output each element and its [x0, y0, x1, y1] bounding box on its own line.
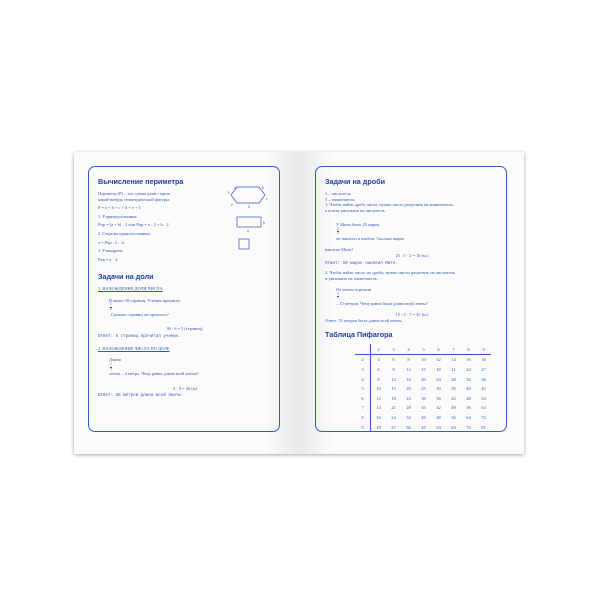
table-cell: 48: [436, 414, 441, 420]
rectangle-perimeter-formula: Pпр = (a + b) · 2 или Pпр = a · 2 + b · 2.: [98, 222, 170, 228]
table-cell: 16: [376, 414, 381, 420]
table-cell: 16: [406, 376, 411, 382]
rectangle-perimeter-heading: 1. P прямоугольника:: [98, 213, 138, 219]
fraction-answer-1: Ответ: 10 марок наклеил Митя.: [325, 261, 398, 266]
table-cell: 4: [401, 344, 416, 354]
table-cell: 32: [406, 414, 411, 420]
table-cell: 54: [481, 395, 486, 401]
perimeter-title: Вычисление периметра: [98, 177, 184, 186]
table-cell: 45: [481, 386, 486, 392]
table-cell: 81: [481, 424, 486, 430]
square-figure: [239, 239, 249, 249]
fraction-problem-1-denominator: 5: [336, 231, 339, 236]
share-problem-1-text-a: В книге 30 страниц. Ученик прочитал: [108, 297, 180, 303]
fraction-problem-2-numerator: 3: [336, 291, 339, 296]
table-cell: 72: [466, 424, 471, 430]
figure-label-c: c: [266, 196, 268, 201]
table-cell: 40: [466, 386, 471, 392]
perimeter-definition-line-1: Периметр (P) – это сумма длин сторон: [98, 191, 171, 196]
fraction-problem-1-text-c: наклеил Митя?: [325, 247, 354, 253]
fraction-problem-1-text-b: он наклеил в альбом. Сколько марок: [335, 236, 405, 242]
table-cell: 15: [421, 366, 426, 372]
hexagon-figure: [231, 187, 265, 203]
table-cell: 6: [392, 357, 395, 363]
pythagoras-table: [355, 344, 491, 431]
table-cell: 7: [446, 344, 461, 354]
table-cell: 9: [476, 344, 491, 354]
table-cell: 30: [421, 395, 426, 401]
perimeter-formula: P = a + b + c + d + e + f.: [98, 205, 142, 211]
table-cell: 9: [392, 366, 395, 372]
table-cell: 24: [391, 414, 396, 420]
table-cell: 42: [436, 405, 441, 411]
table-row: [355, 374, 491, 384]
fraction-problem-2-fraction: [337, 293, 339, 302]
table-cell: 27: [481, 366, 486, 372]
table-cell: 14: [451, 357, 456, 363]
figure-label-b: b: [262, 185, 264, 190]
fractions-title: Задачи на дроби: [325, 177, 386, 186]
fraction-rule-2-line-1: 2. Чтобы найти число по дроби, нужно число разделить на числитель: [325, 270, 455, 276]
table-row: [355, 384, 491, 394]
table-cell: 36: [481, 376, 486, 382]
table-row: [355, 403, 491, 413]
table-cell: 64: [466, 414, 471, 420]
table-cell: 54: [436, 424, 441, 430]
table-row: [355, 355, 491, 365]
table-cell: 3: [386, 344, 401, 354]
fraction-rule-2-line-2: и умножить на знаменатель.: [325, 275, 378, 281]
table-cell: 45: [421, 424, 426, 430]
table-cell: 9: [355, 422, 371, 432]
perimeter-figures: [228, 183, 275, 253]
table-cell: 56: [451, 414, 456, 420]
left-page-frame: [88, 166, 280, 432]
fraction-problem-2-text-a: От ленты отрезали: [335, 286, 372, 292]
table-cell: 7: [355, 403, 371, 413]
table-cell: 10: [421, 357, 426, 363]
table-cell: 28: [406, 405, 411, 411]
table-cell: 27: [391, 424, 396, 430]
fraction-problem-2: [325, 281, 499, 312]
fraction-rule-1-line-1: 1. Чтобы найти дробь числа, нужно число разделить на знаменатель,: [325, 202, 454, 208]
table-cell: 30: [436, 386, 441, 392]
left-page: [74, 152, 299, 454]
table-cell: 8: [377, 376, 380, 382]
perimeter-definition-line-2: какой-нибудь геометрической фигуры:: [98, 196, 171, 202]
fraction-calculation-1: 25 : 5 · 2 = 10 (м.): [395, 252, 429, 258]
figure-label-f: f: [228, 190, 230, 195]
table-cell: 25: [421, 386, 426, 392]
table-cell: 40: [421, 414, 426, 420]
share-problem-2-text-a: Длина: [108, 357, 121, 363]
table-cell: 35: [421, 405, 426, 411]
fraction-problem-1-text-a: У Мити было 25 марок.: [335, 221, 381, 227]
table-cell: 4: [377, 357, 380, 363]
table-cell: 24: [406, 395, 411, 401]
table-row: [355, 393, 491, 403]
table-cell: 36: [406, 424, 411, 430]
numerator-label: 1 – числитель: [325, 191, 351, 196]
table-row: [355, 365, 491, 375]
table-row: [355, 344, 491, 354]
fraction-answer-2: Ответ: 35 метров была длина всей ленты.: [325, 317, 403, 323]
table-cell: 24: [466, 366, 471, 372]
share-answer-1: Ответ: 5 страниц прочитал ученик.: [98, 334, 181, 339]
table-cell: 18: [391, 395, 396, 401]
table-cell: 5: [416, 344, 431, 354]
share-fraction-1: [110, 303, 112, 312]
figure-label-e: e: [231, 202, 233, 207]
share-problem-2-text-b: ленты – 4 метра. Чему равна длина всей ленты?: [108, 371, 199, 377]
fraction-rule-1-line-2: а потом умножить на числитель.: [325, 207, 386, 213]
table-cell: 42: [451, 395, 456, 401]
square-perimeter-formula: Pкв = a · 4.: [98, 256, 119, 262]
square-perimeter-heading: 3. P квадрата:: [98, 248, 124, 254]
fraction-problem-2-denominator: 7: [336, 296, 339, 301]
table-cell: 63: [451, 424, 456, 430]
share-problem-1: [98, 292, 272, 323]
table-cell: 48: [466, 395, 471, 401]
table-cell: 6: [355, 393, 371, 403]
table-cell: 4: [355, 374, 371, 384]
table-cell: 18: [376, 424, 381, 430]
fraction-problem-1-fraction: [337, 228, 339, 237]
table-cell: 20: [421, 376, 426, 382]
share-answer-2: Ответ: 36 метров длина всей ленты.: [98, 394, 184, 399]
table-cell: 12: [406, 366, 411, 372]
table-cell: 8: [461, 344, 476, 354]
figure-label-d: d: [248, 204, 250, 209]
figure-label-a: a: [234, 185, 236, 190]
table-row: [355, 422, 491, 432]
right-page: [299, 152, 524, 454]
share-heading-2: 2. НАХОЖДЕНИЕ ЧИСЛА ПО ДОЛЕ: [98, 346, 170, 352]
pythagoras-table-title: Таблица Пифагора: [325, 330, 393, 340]
fraction-problem-1: [325, 216, 499, 247]
table-cell: 18: [481, 357, 486, 363]
rectangle-side-formula: a = Pпр : 2 – b.: [98, 239, 125, 245]
rectangle-side-heading: 2. Сторона прямоугольника:: [98, 230, 151, 236]
table-cell: 15: [391, 386, 396, 392]
share-heading-1: 1. НАХОЖДЕНИЕ ДОЛИ ЧИСЛА: [98, 286, 163, 292]
table-cell: 5: [355, 384, 371, 394]
table-cell: 8: [355, 413, 371, 423]
table-cell: 2: [355, 355, 371, 365]
table-cell: 16: [466, 357, 471, 363]
table-cell: 35: [451, 386, 456, 392]
table-cell: 3: [355, 365, 371, 375]
table-cell: 32: [466, 376, 471, 382]
table-cell: 20: [406, 386, 411, 392]
table-cell: 21: [391, 405, 396, 411]
shares-title: Задачи на доли: [98, 272, 154, 282]
table-cell: 28: [451, 376, 456, 382]
table-cell: 72: [481, 414, 486, 420]
table-cell: 63: [481, 405, 486, 411]
fraction-calculation-2: 15 : 3 · 7 = 35 (м.): [395, 312, 429, 318]
right-page-frame: [315, 166, 507, 432]
table-cell: 49: [451, 405, 456, 411]
share-calculation-1: 30 : 6 = 5 (страниц).: [166, 325, 204, 331]
share-fraction-1-numerator: 1: [109, 302, 112, 307]
rectangle-label-a: a: [247, 228, 249, 233]
share-problem-1-text-b: . Сколько страниц он прочитал?: [108, 311, 169, 317]
table-cell: 21: [451, 366, 456, 372]
table-row: [355, 413, 491, 423]
table-cell: 12: [376, 395, 381, 401]
fraction-problem-2-text-b: – 15 метров. Чему равна была длина всей ленты?: [335, 301, 428, 307]
table-cell: 18: [436, 366, 441, 372]
share-fraction-2-numerator: 1: [109, 361, 112, 366]
share-fraction-1-denominator: 6: [109, 306, 112, 311]
table-cell: 24: [436, 376, 441, 382]
table-cell: 14: [376, 405, 381, 411]
table-cell: 12: [436, 357, 441, 363]
rectangle-label-b: b: [263, 220, 265, 225]
fraction-problem-1-numerator: 2: [336, 226, 339, 231]
table-cell: [355, 344, 371, 354]
table-cell: 2: [371, 344, 387, 354]
table-cell: 6: [377, 366, 380, 372]
share-fraction-2: [110, 363, 112, 372]
share-fraction-2-denominator: 9: [109, 366, 112, 371]
table-cell: 36: [436, 395, 441, 401]
notebook-spread: [74, 152, 524, 454]
table-cell: 10: [376, 386, 381, 392]
denominator-label: 5 – знаменатель: [325, 196, 355, 202]
share-calculation-2: 4 · 9 = 36 (м): [173, 385, 197, 391]
rectangle-figure: [237, 217, 261, 227]
table-cell: 12: [391, 376, 396, 382]
table-cell: 6: [431, 344, 446, 354]
table-cell: 8: [407, 357, 410, 363]
table-cell: 56: [466, 405, 471, 411]
share-problem-2: [98, 352, 272, 383]
